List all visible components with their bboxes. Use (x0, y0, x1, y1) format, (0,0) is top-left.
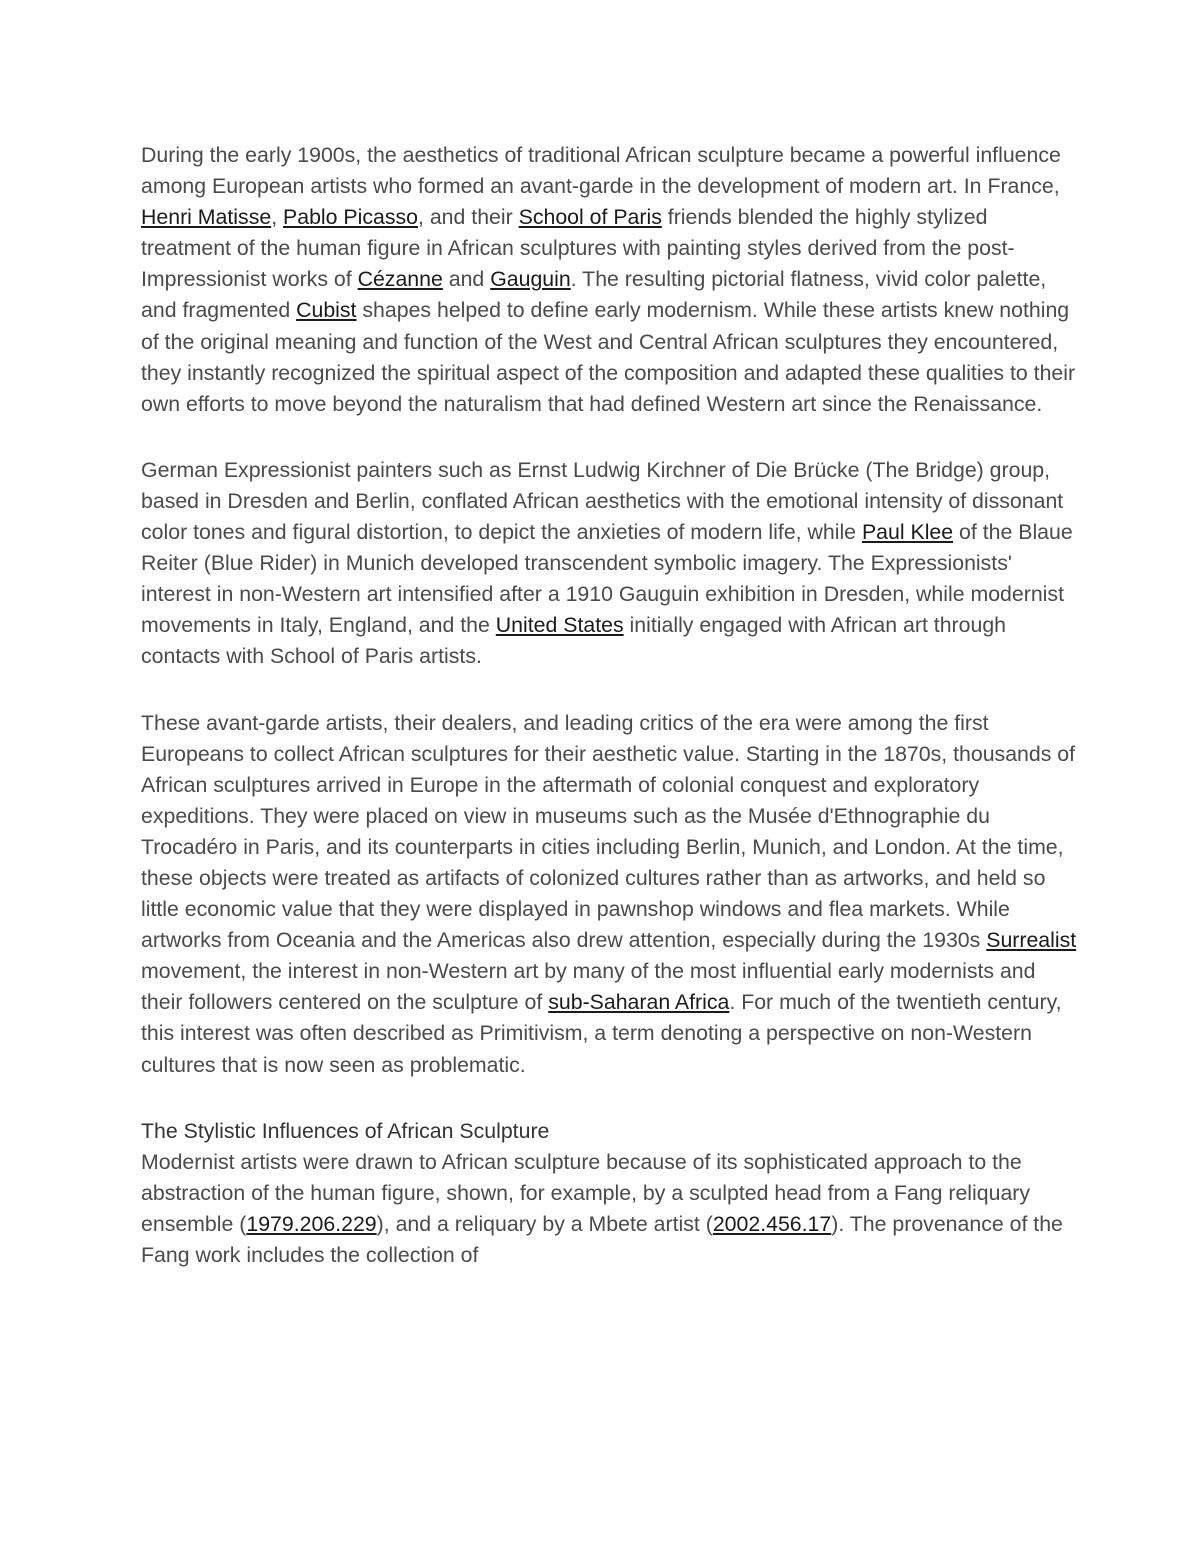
link-cezanne[interactable]: Cézanne (357, 267, 443, 292)
link-united-states[interactable]: United States (495, 613, 624, 638)
section-heading: The Stylistic Influences of African Sculpture (141, 1118, 550, 1143)
text-run: shapes helped to define early modernism. While these artists knew nothing of the original meaning and function of the West and Central African sculptures they encountered, they instantly recognized the spiritual aspect of the composition and adapted these qualities to their own efforts to move beyond the naturalism that had defined Western art since the Renaissance. (141, 298, 1076, 416)
text-run: These avant-garde artists, their dealers, and leading critics of the era were among the first Europeans to collect African sculptures for their aesthetic value. Starting in the 1870s, thousands of African sculptures arrived in Europe in the aftermath of colonial conquest and exploratory expeditions. They were placed on view in museums such as the Musée d'Ethnographie du Trocadéro in Paris, and its counterparts in cities including Berlin, Munich, and London. At the time, these objects were treated as artifacts of colonized cultures rather than as artworks, and held so little economic value that they were displayed in pawnshop windows and flea markets. While artworks from Oceania and the Americas also drew attention, especially during the 1930s (141, 710, 1076, 953)
document-body (141, 140, 1081, 1271)
text-run: and (442, 267, 491, 292)
text-run: German Expressionist painters such as Ernst Ludwig Kirchner of Die Brücke (The Bridge) group, based in Dresden and Berlin, conflated African aesthetics with the emotional intensity of dissonant color tones and figural distortion, to depict the anxieties of modern life, while (141, 457, 1064, 545)
paragraph-avant-garde-collectors (141, 708, 1081, 1081)
link-cubist[interactable]: Cubist (296, 298, 357, 323)
text-run: of the Blaue Reiter (Blue Rider) in Munich developed transcendent symbolic imagery. The Expressionists' interest in non-Western art intensified after a 1910 Gauguin exhibition in Dresden, while modernist movements in Italy, England, and the (141, 520, 1073, 638)
paragraph-stylistic-influences (141, 1147, 1081, 1271)
link-paul-klee[interactable]: Paul Klee (861, 520, 954, 545)
link-pablo-picasso[interactable]: Pablo Picasso (283, 205, 418, 230)
link-sub-saharan-africa[interactable]: sub-Saharan Africa (548, 990, 730, 1015)
link-surrealist[interactable]: Surrealist (986, 928, 1077, 953)
paragraph-early-1900s (141, 140, 1081, 420)
text-run: initially engaged with African art through contacts with School of Paris artists. (141, 613, 1007, 669)
text-run: During the early 1900s, the aesthetics of traditional African sculpture became a powerful influence among European artists who formed an avant-garde in the development of modern art. In France, (141, 143, 1061, 199)
link-gauguin[interactable]: Gauguin (490, 267, 571, 292)
text-run: friends blended the highly stylized treatment of the human figure in African sculptures with painting styles derived from the post-Impressionist works of (141, 205, 1015, 292)
text-run: movement, the interest in non-Western art by many of the most influential early modernists and their followers centered on the sculpture of (141, 959, 1036, 1015)
text-run: Modernist artists were drawn to African sculpture because of its sophisticated approach to the abstraction of the human figure, shown, for example, by a sculpted head from a Fang reliquary ensemble ( (141, 1149, 1031, 1236)
text-run: . For much of the twentieth century, this interest was often described as Primitivism, a term denoting a perspective on non-Western cultures that is now seen as problematic. (141, 990, 1062, 1077)
link-1979-206-229[interactable]: 1979.206.229 (246, 1211, 377, 1236)
text-run: ). The provenance of the Fang work includes the collection of (141, 1211, 1063, 1267)
text-run: ), and a reliquary by a Mbete artist ( (376, 1211, 713, 1236)
paragraph-german-expressionists (141, 455, 1081, 673)
text-run: . The resulting pictorial flatness, vivid color palette, and fragmented (141, 267, 1047, 323)
text-run: , (271, 205, 284, 230)
link-school-of-paris[interactable]: School of Paris (518, 205, 662, 230)
link-henri-matisse[interactable]: Henri Matisse (141, 205, 272, 230)
text-run: , and their (418, 205, 519, 230)
link-2002-456-17[interactable]: 2002.456.17 (712, 1211, 832, 1236)
